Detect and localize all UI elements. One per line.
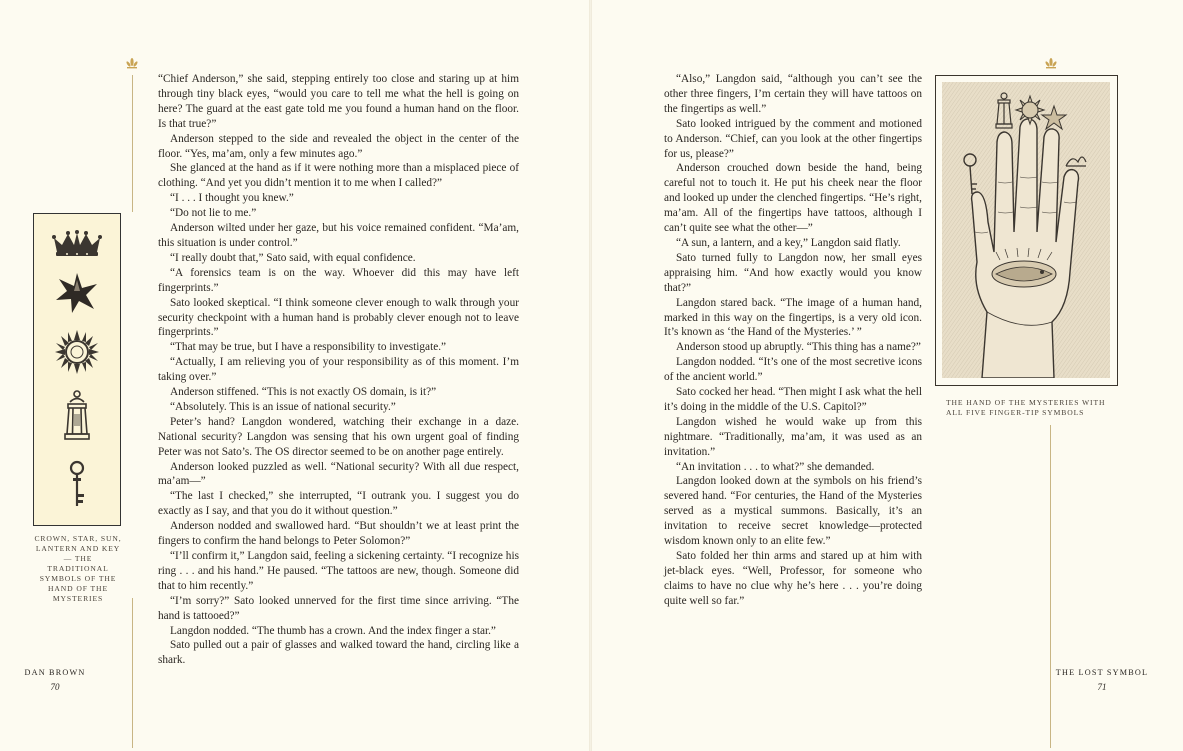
paragraph: “That may be true, but I have a responsibility to investigate.” bbox=[170, 341, 447, 354]
paragraph: Sato pulled out a pair of glasses and walked toward the hand, circling like a shark. bbox=[158, 639, 519, 667]
hand-of-mysteries-figure bbox=[935, 75, 1118, 386]
paragraph: Anderson looked puzzled as well. “National security? With all due respect, ma’am—” bbox=[158, 460, 519, 488]
sun-icon bbox=[34, 330, 120, 374]
paragraph: Anderson crouched down beside the hand, being careful not to touch it. He put his cheek near the floor and looked up under the clenched fingertips. “He’s right, ma’am. All of the fingertips have tattoos, although I can’t quite see what the other—” bbox=[664, 162, 922, 235]
paragraph: “Do not lie to me.” bbox=[170, 207, 257, 220]
page-number-right: 71 bbox=[1097, 682, 1107, 692]
page-number-left: 70 bbox=[50, 682, 60, 692]
margin-rule-upper bbox=[132, 75, 133, 212]
figure-caption: THE HAND OF THE MYSTERIES WITH ALL FIVE FINGER-TIP SYMBOLS bbox=[946, 398, 1106, 417]
paragraph: “Absolutely. This is an issue of national security.” bbox=[170, 400, 396, 413]
paragraph: Anderson stiffened. “This is not exactly OS domain, is it?” bbox=[170, 386, 437, 399]
paragraph: “A forensics team is on the way. Whoever did this may have left fingerprints.” bbox=[158, 266, 519, 294]
paragraph: Sato folded her thin arms and stared up at him with jet-black eyes. “Well, Professor, for someone who claims to have no clue why he’s here . . . you’re doing quite well so far.” bbox=[664, 550, 922, 607]
paragraph: Sato looked skeptical. “I think someone clever enough to walk through your security checkpoint with a human hand is probably clever enough not to leave fingerprints.” bbox=[158, 296, 519, 339]
paragraph: Peter’s hand? Langdon wondered, watching their exchange in a daze. National security? Langdon was sensing that his own urgent goal of finding Peter was not Sato’s. The OS director seemed to be on another page entirely. bbox=[158, 415, 519, 458]
paragraph: “I’m sorry?” Sato looked unnerved for the first time since arriving. “The hand is tattooed?” bbox=[158, 594, 519, 622]
paragraph: Anderson stepped to the side and revealed the object in the center of the floor. “Yes, ma’am, only a few minutes ago.” bbox=[158, 132, 519, 160]
paragraph: “A sun, a lantern, and a key,” Langdon said flatly. bbox=[676, 236, 901, 249]
paragraph: “Also,” Langdon said, “although you can’t see the other three fingers, I’m certain they will have tattoos on the fingertips as well.” bbox=[664, 73, 922, 115]
paragraph: “I really doubt that,” Sato said, with equal confidence. bbox=[170, 251, 416, 264]
paragraph: Sato turned fully to Langdon now, her small eyes appraising him. “And how exactly would you know that?” bbox=[664, 251, 922, 294]
key-icon bbox=[34, 460, 120, 510]
right-text-column bbox=[664, 72, 922, 609]
paragraph: Sato cocked her head. “Then might I ask what the hell it’s doing in the middle of the U.S. Capitol?” bbox=[664, 386, 922, 413]
paragraph: Langdon nodded. “It’s one of the most secretive icons of the ancient world.” bbox=[664, 356, 922, 384]
paragraph: “An invitation . . . to what?” she demanded. bbox=[676, 460, 875, 473]
lantern-icon bbox=[34, 390, 120, 444]
paragraph: Anderson wilted under her gaze, but his voice remained confident. “Ma’am, this situation is under control.” bbox=[158, 222, 519, 249]
paragraph: “Actually, I am relieving you of your responsibility as of this moment. I’m taking over.” bbox=[158, 356, 519, 384]
hand-engraving-icon bbox=[942, 82, 1110, 378]
fleuron-ornament-icon bbox=[125, 57, 139, 71]
symbols-sidebar-panel bbox=[33, 213, 121, 526]
margin-rule-right bbox=[1050, 425, 1051, 748]
paragraph: Langdon nodded. “The thumb has a crown. And the index finger a star.” bbox=[170, 624, 496, 637]
paragraph: Langdon stared back. “The image of a human hand, marked in this way on the fingertips, is a very old icon. It’s known as ‘the Hand of the Mysteries.’ ” bbox=[664, 296, 922, 339]
paragraph: “I . . . I thought you knew.” bbox=[170, 192, 294, 205]
paragraph: “Chief Anderson,” she said, stepping entirely too close and staring up at him through tiny black eyes, “would you care to tell me what the hell is going on here? The guard at the east gate told me you found a human hand on the floor. Is that true?” bbox=[158, 73, 519, 130]
paragraph: Sato looked intrigued by the comment and motioned to Anderson. “Chief, can you look at the other fingertips for us, please?” bbox=[664, 117, 922, 160]
paragraph: She glanced at the hand as if it were nothing more than a misplaced piece of clothing. “And yet you didn’t mention it to me when I called?” bbox=[158, 162, 519, 190]
left-text-column bbox=[158, 72, 519, 668]
paragraph: Anderson nodded and swallowed hard. “But shouldn’t we at least print the fingers to confirm the hand belongs to Peter Solomon?” bbox=[158, 520, 519, 548]
paragraph: “I’ll confirm it,” Langdon said, feeling a sickening certainty. “I recognize his ring . . . and his hand.” He paused. “The tattoos are new, though. Someone did that to him recently.” bbox=[158, 550, 519, 592]
engraving-image bbox=[942, 82, 1110, 378]
paragraph: Anderson stood up abruptly. “This thing has a name?” bbox=[676, 341, 921, 354]
star-icon bbox=[34, 272, 120, 314]
fleuron-ornament-icon bbox=[1044, 57, 1058, 71]
margin-rule-lower bbox=[132, 598, 133, 748]
paragraph: Langdon looked down at the symbols on his friend’s severed hand. “For centuries, the Hand of the Mysteries served as a mystical summons. Basically, it’s an invitation to receive secret knowledge—protected wisdom known only to an elite few.” bbox=[664, 475, 922, 548]
running-head-author: DAN BROWN bbox=[24, 668, 86, 677]
left-page bbox=[0, 0, 590, 751]
crown-icon bbox=[34, 230, 120, 260]
sidebar-caption: CROWN, STAR, SUN, LANTERN AND KEY — THE TRADITIONAL SYMBOLS OF THE HAND OF THE MYSTERIES bbox=[34, 534, 122, 603]
running-head-title: THE LOST SYMBOL bbox=[1055, 668, 1149, 677]
paragraph: “The last I checked,” she interrupted, “I outrank you. I suggest you do exactly as I say, and that you do it without question.” bbox=[158, 490, 519, 518]
paragraph: Langdon wished he would wake up from this nightmare. “Traditionally, ma’am, it was used as an invitation.” bbox=[664, 415, 922, 458]
